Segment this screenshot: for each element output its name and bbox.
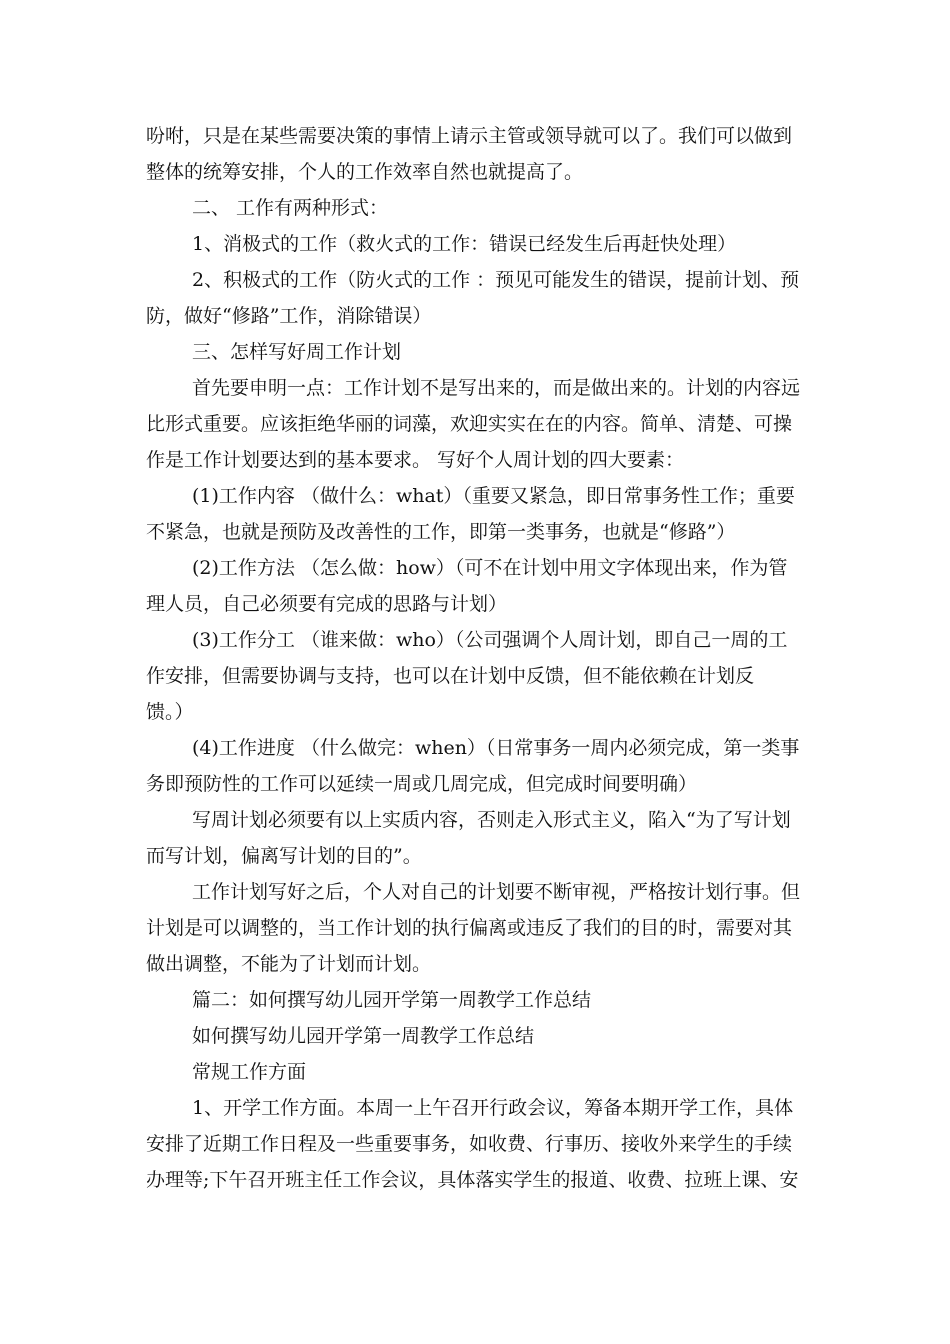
- text-line: 1、消极式的工作（救火式的工作：错误已经发生后再赶快处理）: [192, 233, 737, 255]
- text-line: 而写计划，偏离写计划的目的”。: [146, 845, 422, 867]
- text-line: 理人员，自己必须要有完成的思路与计划）: [146, 593, 508, 615]
- text-line: (3)工作分工 （谁来做：who）（公司强调个人周计划，即自己一周的工: [192, 629, 788, 651]
- text-line: 三、怎样写好周工作计划: [192, 341, 402, 363]
- text-line: (4)工作进度 （什么做完：when）（日常事务一周内必须完成，第一类事: [192, 737, 800, 759]
- text-line: (2)工作方法 （怎么做：how）（可不在计划中用文字体现出来，作为管: [192, 557, 788, 579]
- text-line: 办理等;下午召开班主任工作会议，具体落实学生的报道、收费、拉班上课、安: [146, 1169, 799, 1191]
- text-line: 馈。）: [146, 701, 194, 723]
- text-line: 常规工作方面: [192, 1061, 307, 1083]
- text-line: 二、 工作有两种形式：: [192, 197, 389, 219]
- text-line: 吩咐，只是在某些需要决策的事情上请示主管或领导就可以了。我们可以做到: [146, 125, 793, 147]
- text-line: 安排了近期工作日程及一些重要事务，如收费、行事历、接收外来学生的手续: [146, 1133, 793, 1155]
- text-line: 作是工作计划要达到的基本要求。 写好个人周计划的四大要素：: [146, 449, 685, 471]
- text-line: 2、积极式的工作（防火式的工作 ：预见可能发生的错误，提前计划、预: [192, 269, 800, 291]
- text-line: 工作计划写好之后，个人对自己的计划要不断审视，严格按计划行事。但: [192, 881, 801, 903]
- text-line: 篇二：如何撰写幼儿园开学第一周教学工作总结: [192, 989, 592, 1011]
- text-line: 写周计划必须要有以上实质内容，否则走入形式主义，陷入“为了写计划: [192, 809, 791, 831]
- text-line: 计划是可以调整的，当工作计划的执行偏离或违反了我们的目的时，需要对其: [146, 917, 793, 939]
- text-line: 不紧急，也就是预防及改善性的工作，即第一类事务，也就是“修路”）: [146, 521, 736, 543]
- text-line: 1、开学工作方面。本周一上午召开行政会议，筹备本期开学工作，具体: [192, 1097, 794, 1119]
- text-line: 防，做好“修路”工作，消除错误）: [146, 305, 432, 327]
- text-line: 如何撰写幼儿园开学第一周教学工作总结: [192, 1025, 535, 1047]
- text-line: 比形式重要。应该拒绝华丽的词藻，欢迎实实在在的内容。简单、清楚、可操: [146, 413, 793, 435]
- text-line: 整体的统筹安排，个人的工作效率自然也就提高了。: [146, 161, 584, 183]
- document-body: [146, 118, 806, 1198]
- text-line: 务即预防性的工作可以延续一周或几周完成，但完成时间要明确）: [146, 773, 698, 795]
- text-line: 做出调整，不能为了计划而计划。: [146, 953, 432, 975]
- text-line: 首先要申明一点：工作计划不是写出来的，而是做出来的。计划的内容远: [192, 377, 801, 399]
- text-line: 作安排，但需要协调与支持，也可以在计划中反馈，但不能依赖在计划反: [146, 665, 755, 687]
- text-line: (1)工作内容 （做什么：what）（重要又紧急，即日常事务性工作；重要: [192, 485, 795, 507]
